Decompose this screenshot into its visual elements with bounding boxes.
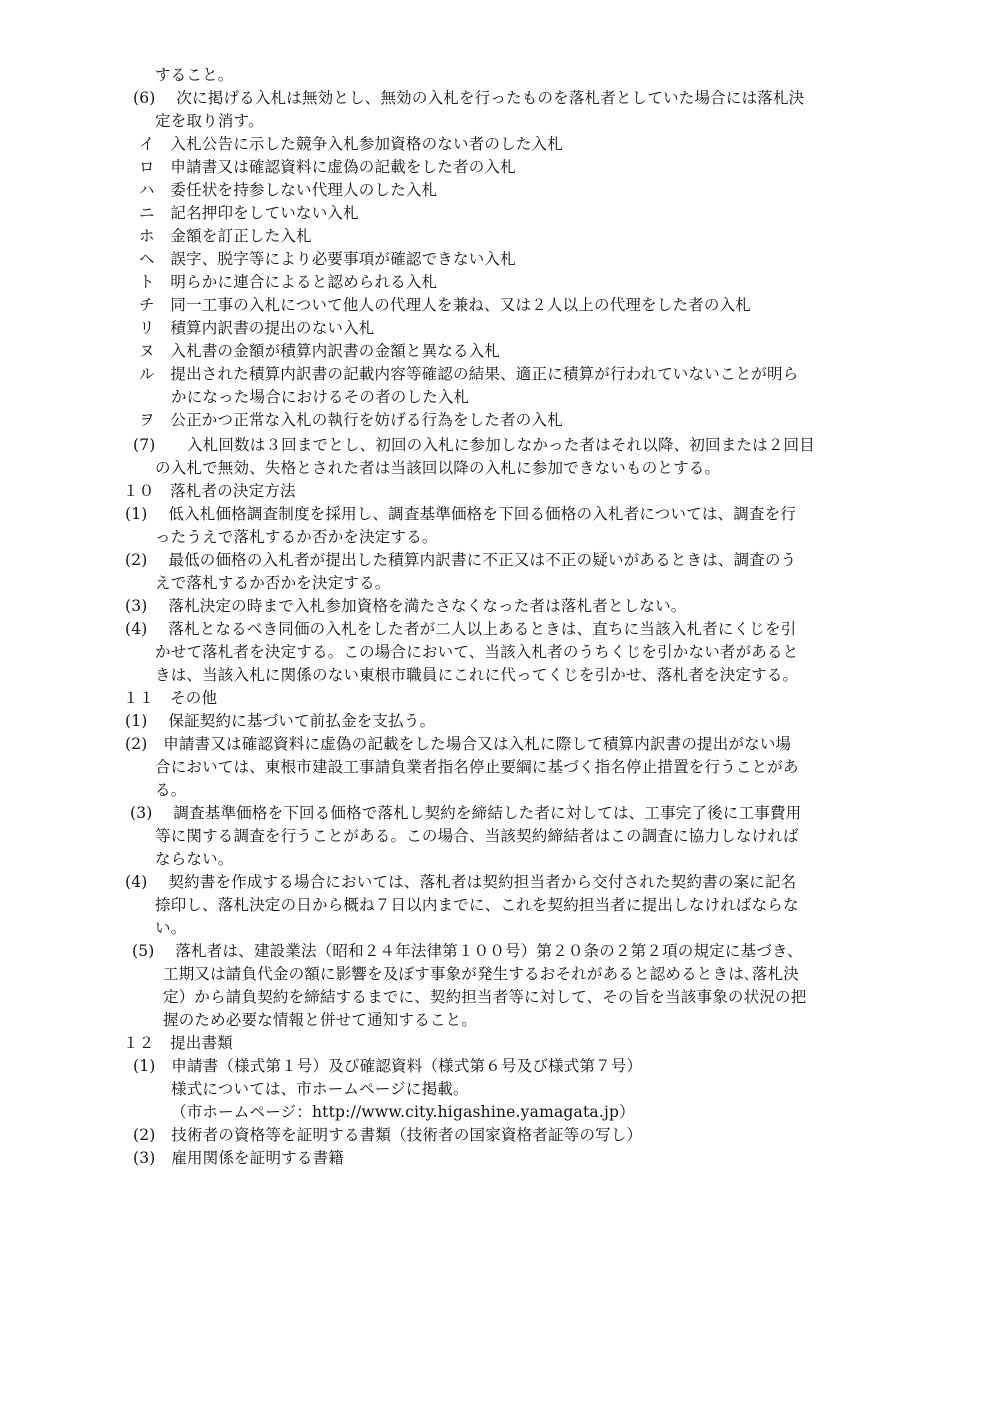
text-line: (2) 技術者の資格等を証明する書類（技術者の国家資格者証等の写し） [133, 1126, 643, 1144]
text-line: 定を取り消す。 [155, 112, 264, 130]
text-line: かせて落札者を決定する。この場合において、当該入札者のうちくじを引かない者があると [155, 643, 799, 661]
text-line: かになった場合におけるその者のした入札 [171, 388, 470, 406]
text-line: ト 明らかに連合によると認められる入札 [139, 273, 438, 291]
text-line: ヘ 誤字、脱字等により必要事項が確認できない入札 [139, 250, 516, 268]
text-line: (2) 申請書又は確認資料に虚偽の記載をした場合又は入札に際して積算内訳書の提出がない場 [125, 735, 792, 753]
text-line: い。 [155, 919, 187, 937]
section-heading: １１ その他 [123, 689, 218, 707]
text-line: リ 積算内訳書の提出のない入札 [139, 319, 375, 337]
text-line: 合においては、東根市建設工事請負業者指名停止要綱に基づく指名停止措置を行うことがあ [155, 758, 799, 776]
section-heading: １０ 落札者の決定方法 [123, 482, 296, 500]
text-line: る。 [155, 781, 187, 799]
text-line: チ 同一工事の入札について他人の代理人を兼ね、又は２人以上の代理をした者の入札 [139, 296, 751, 314]
text-line: (6) 次に掲げる入札は無効とし、無効の入札を行ったものを落札者としていた場合には落札決 [133, 89, 805, 107]
text-line: ならない。 [155, 850, 234, 868]
text-line: の入札で無効、失格とされた者は当該回以降の入札に参加できないものとする。 [155, 459, 721, 477]
text-line: 握のため必要な情報と併せて通知すること。 [163, 1011, 478, 1029]
text-line: ヌ 入札書の金額が積算内訳書の金額と異なる入札 [139, 342, 501, 360]
text-line: 捺印し、落札決定の日から概ね７日以内までに、これを契約担当者に提出しなければならな [155, 896, 799, 914]
section-heading: １２ 提出書類 [123, 1034, 233, 1052]
text-line: 様式については、市ホームページに掲載。 [171, 1080, 469, 1098]
text-line: (3) 調査基準価格を下回る価格で落札し契約を締結した者に対しては、工事完了後に工事費用 [130, 804, 802, 822]
text-line: （市ホームページ：http://www.city.higashine.yamagata.jp） [171, 1103, 635, 1121]
text-line: 工期又は請負代金の額に影響を及ぼす事象が発生するおそれがあると認めるときは､落札決 [163, 965, 799, 983]
text-line: (1) 保証契約に基づいて前払金を支払う。 [125, 712, 436, 730]
text-line: ホ 金額を訂正した入札 [139, 227, 312, 245]
text-line: 等に関する調査を行うことがある。この場合、当該契約締結者はこの調査に協力しなければ [155, 827, 799, 845]
text-line: ヲ 公正かつ正常な入札の執行を妨げる行為をした者の入札 [139, 411, 563, 429]
text-line: ハ 委任状を持参しない代理人のした入札 [139, 181, 438, 199]
text-line: イ 入札公告に示した競争入札参加資格のない者のした入札 [139, 135, 563, 153]
text-line: ったうえで落札するか否かを決定する。 [155, 528, 438, 546]
text-line: ロ 申請書又は確認資料に虚偽の記載をした者の入札 [139, 158, 516, 176]
text-line: (5) 落札者は、建設業法（昭和２４年法律第１００号）第２０条の２第２項の規定に基づき、 [132, 942, 803, 960]
text-line: えで落札するか否かを決定する。 [155, 574, 391, 592]
text-line: (2) 最低の価格の入札者が提出した積算内訳書に不正又は不正の疑いがあるときは、調査のう [125, 551, 797, 569]
text-line: (1) 申請書（様式第１号）及び確認資料（様式第６号及び様式第７号） [133, 1057, 643, 1075]
text-line: すること。 [155, 66, 234, 84]
text-line: (1) 低入札価格調査制度を採用し、調査基準価格を下回る価格の入札者については、調査を行 [125, 505, 797, 523]
text-line: 定）から請負契約を締結するまでに、契約担当者等に対して、その旨を当該事象の状況の把 [163, 988, 807, 1006]
text-line: (3) 雇用関係を証明する書籍 [133, 1149, 344, 1167]
text-line: ル 提出された積算内訳書の記載内容等確認の結果、適正に積算が行われていないことが明ら [139, 365, 799, 383]
text-line: ニ 記名押印をしていない入札 [139, 204, 359, 222]
text-line: (7) 入札回数は３回までとし、初回の入札に参加しなかった者はそれ以降、初回または２回目 [133, 436, 815, 454]
text-line: きは、当該入札に関係のない東根市職員にこれに代ってくじを引かせ、落札者を決定する。 [155, 666, 799, 684]
text-line: (4) 契約書を作成する場合においては、落札者は契約担当者から交付された契約書の案に記名 [125, 873, 797, 891]
text-line: (4) 落札となるべき同価の入札をした者が二人以上あるときは、直ちに当該入札者にくじを引 [125, 620, 797, 638]
text-line: (3) 落札決定の時まで入札参加資格を満たさなくなった者は落札者としない。 [125, 597, 687, 615]
